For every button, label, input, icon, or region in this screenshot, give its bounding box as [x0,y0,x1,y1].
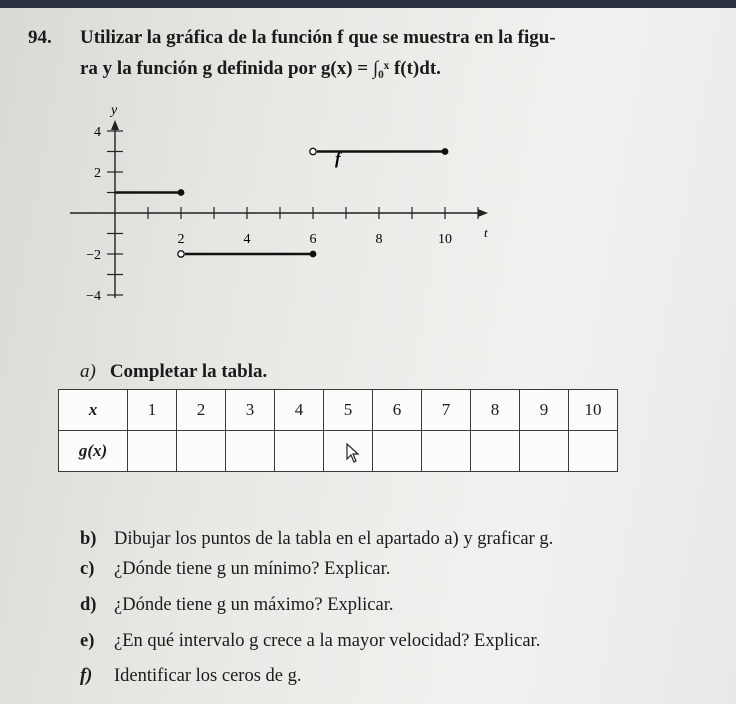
table-cell-x: 5 [324,390,373,431]
question-e-label: e) [80,631,95,651]
table-header-x: x [59,390,128,431]
y-axis-label: y [111,103,118,118]
question-f-text: Identificar los ceros de g. [114,666,302,686]
function-label: f [335,149,341,168]
values-table [58,389,618,472]
question-d-text: ¿Dónde tiene g un máximo? Explicar. [114,595,394,615]
table-row-x [59,390,618,431]
closed-endpoint [310,251,317,258]
x-tick-label: 8 [375,232,383,247]
question-f-label: f) [80,666,93,686]
top-dark-edge [0,0,736,8]
table-cell-g[interactable] [471,431,520,472]
y-tick-label: −4 [86,289,101,304]
table-header-g: g(x) [59,431,128,472]
question-e-text: ¿En qué intervalo g crece a la mayor velocidad? Explicar. [114,631,541,651]
step-function-graph [60,98,500,323]
table-cell-g[interactable] [275,431,324,472]
closed-endpoint [178,189,185,196]
table-cell-x: 8 [471,390,520,431]
x-tick-label: 2 [177,232,185,247]
question-c-label: c) [80,559,95,579]
question-d-label: d) [80,595,97,615]
problem-intro-line-1: Utilizar la gráfica de la función f que se muestra en la figu- [80,27,556,48]
table-cell-x: 2 [177,390,226,431]
x-tick-label: 4 [243,232,251,247]
table-cell-g[interactable] [177,431,226,472]
table-cell-x: 3 [226,390,275,431]
table-cell-g[interactable] [226,431,275,472]
table-cell-g[interactable] [422,431,471,472]
x-axis-arrow [478,209,488,217]
x-axis-label: t [484,225,488,240]
table-cell-x: 9 [520,390,569,431]
question-f [80,666,302,687]
x-tick-label: 10 [438,232,452,247]
table-cell-g[interactable] [128,431,177,472]
y-axis-arrow [111,120,119,130]
question-c-text: ¿Dónde tiene g un mínimo? Explicar. [114,559,391,579]
function-segments [115,148,448,257]
question-e [80,631,540,652]
x-tick-label: 6 [309,232,317,247]
part-a [80,361,267,383]
y-tick-label: 4 [94,125,101,140]
problem-intro-line-2: ra y la función g definida por g(x) = ∫₀ˣ f(t)dt. [80,58,441,79]
table-row-g [59,431,618,472]
table-cell-x: 7 [422,390,471,431]
table-cell-x: 4 [275,390,324,431]
table-cell-g[interactable] [520,431,569,472]
open-endpoint [310,148,316,154]
y-tick-label: 2 [94,166,101,181]
closed-endpoint [442,148,449,155]
part-a-text: Completar la tabla. [109,361,268,382]
table-cell-g[interactable] [569,431,618,472]
table-cell-x: 6 [373,390,422,431]
question-b-label: b) [80,529,97,549]
table-cell-x: 1 [128,390,177,431]
mouse-pointer-icon [346,443,360,463]
table-cell-x: 10 [569,390,618,431]
y-tick-label: −2 [86,248,101,263]
table-cell-g[interactable] [373,431,422,472]
question-b-text: Dibujar los puntos de la tabla en el apartado a) y graficar g. [114,529,554,549]
question-d [80,595,393,616]
question-c [80,559,390,580]
question-b [80,529,553,550]
open-endpoint [178,251,184,257]
problem-number: 94. [28,27,52,48]
part-a-label: a) [80,361,96,382]
